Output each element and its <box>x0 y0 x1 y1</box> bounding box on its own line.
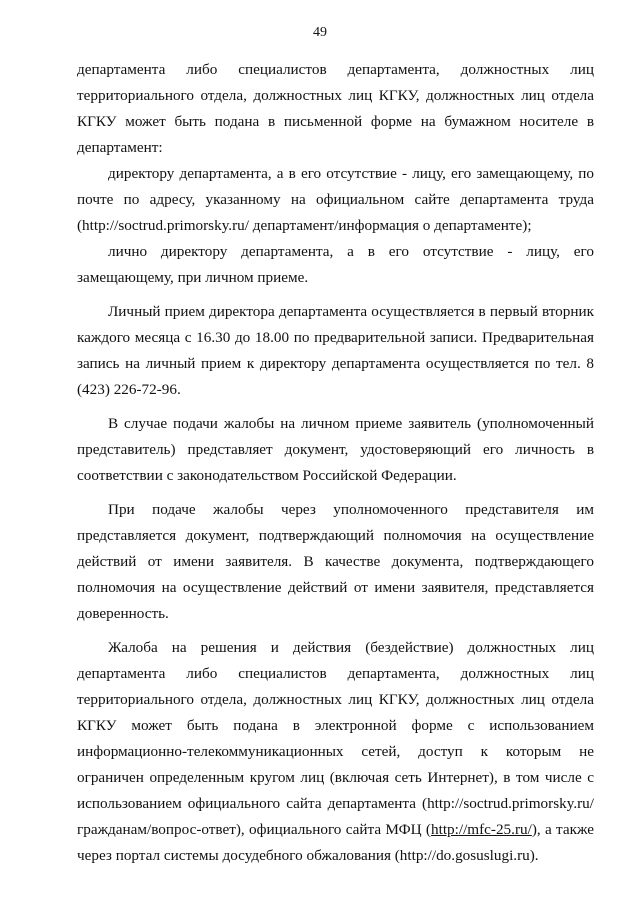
paragraph-submission-paper: департамента либо специалистов департамента, должностных лиц территориального отдела, должностных лиц КГКУ, должностных лиц отдела КГКУ может быть подана в письменной форме на бумажном носителе в департамент: <box>77 61 594 156</box>
paragraph-electronic-text-start: Жалоба на решения и действия (бездействие) должностных лиц департамента либо специалистов департамента, должностных лиц территориального отдела, должностных лиц КГКУ, должностных лиц отдела КГКУ может быть подана в электронной форме с использованием информационно-телекоммуникационных сетей, доступ к которым не ограничен определенным кругом лиц (включая сеть Интернет), в том числе с использованием официального сайта департамента (http://soctrud.primorsky.ru/ гражданам/вопрос-ответ), официального сайта МФЦ ( <box>77 639 594 838</box>
paragraph-in-person: лично директору департамента, а в его отсутствие - лицу, его замещающему, при личном приеме. <box>77 243 594 286</box>
paragraph-electronic-text-end: ), а также через портал системы досудебного обжалования (http://do.gosuslugi.ru). <box>77 821 594 864</box>
paragraph-representative: При подаче жалобы через уполномоченного представителя им представляется документ, подтверждающий полномочия на осуществление действий от имени заявителя. В качестве документа, подтверждающего полномочия на осуществление действий от имени заявителя, представляется доверенность. <box>77 501 594 622</box>
paragraph-electronic-submission <box>77 635 594 869</box>
page-number: 49 <box>313 25 327 40</box>
paragraph-identity-document: В случае подачи жалобы на личном приеме заявитель (уполномоченный представитель) представляет документ, удостоверяющий его личность в соответствии с законодательством Российской Федерации. <box>77 415 594 484</box>
paragraph-by-mail: директору департамента, а в его отсутствие - лицу, его замещающему, по почте по адресу, указанному на официальном сайте департамента труда (http://soctrud.primorsky.ru/ департамент/информация о департаменте); <box>77 165 594 234</box>
document-body <box>77 57 594 869</box>
mfc-website-link[interactable]: http://mfc-25.ru/ <box>431 821 532 838</box>
paragraph-reception-schedule: Личный прием директора департамента осуществляется в первый вторник каждого месяца с 16.30 до 18.00 по предварительной записи. Предварительная запись на личный прием к директору департамента осуществляется по тел. 8 (423) 226-72-96. <box>77 303 594 398</box>
